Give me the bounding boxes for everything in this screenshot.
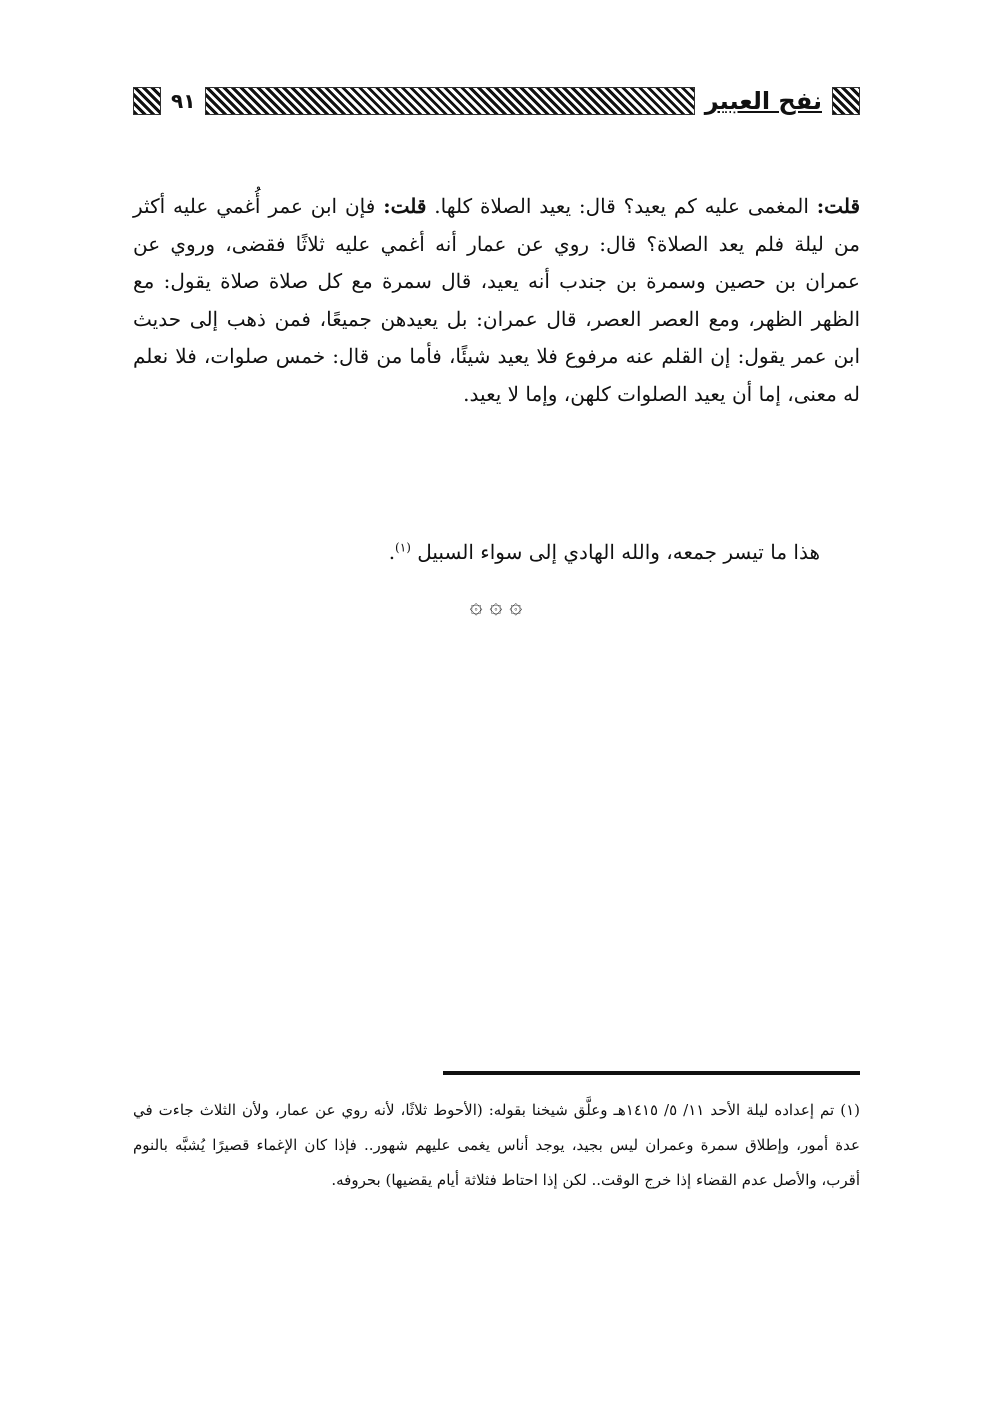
book-title: نفح العبير bbox=[704, 87, 822, 115]
paragraph-text: المغمى عليه كم يعيد؟ قال: يعيد الصلاة كلها. bbox=[426, 194, 817, 218]
page-number: ٩١ bbox=[171, 89, 196, 113]
ornament-band bbox=[205, 87, 694, 115]
ornament-icon bbox=[133, 87, 161, 115]
separator-stars-icon: ۞ ۞ ۞ bbox=[469, 594, 523, 619]
closing-line bbox=[389, 540, 820, 564]
closing-text: هذا ما تيسر جمعه، والله الهادي إلى سواء السبيل bbox=[417, 540, 820, 564]
footnote-ref: (١) bbox=[395, 540, 411, 555]
page-header bbox=[133, 84, 860, 118]
question-label: قلت: bbox=[383, 194, 427, 218]
footnote: (١) تم إعداده ليلة الأحد ١١/ ٥/ ١٤١٥هـ وعلَّق شيخنا بقوله: (الأحوط ثلاثًا، لأنه روي عن عمار، ولأن الثلاث جاءت في عدة أمور، وإطلاق سمرة وعمران ليس بجيد، يوجد أناس يغمى عليهم شهور.. فإذا كان الإغماء قصيرًا يُشبَّه بالنوم أقرب، والأصل عدم القضاء إذا خرج الوقت.. لكن إذا احتاط فثلاثة أيام يقضيها) بحروفه. bbox=[133, 1101, 860, 1189]
paragraph-text: فإن ابن عمر أُغمي عليه أكثر من ليلة فلم يعد الصلاة؟ قال: روي عن عمار أنه أغمي عليه ثلاثًا فقضى، وروي عن عمران بن حصين وسمرة بن جندب أنه يعيد، قال سمرة مع كل صلاة صلاة يقول: مع الظهر الظهر، ومع العصر العصر، قال عمران: بل يعيدهن جميعًا، فمن ذهب إلى حديث ابن عمر يقول: إن القلم عنه مرفوع فلا يعيد شيئًا، فأما من قال: خمس صلوات، فلا نعلم له معنى، إما أن يعيد الصلوات كلهن، وإما لا يعيد. bbox=[133, 194, 860, 406]
ornament-icon bbox=[832, 87, 860, 115]
body-text bbox=[133, 188, 860, 413]
closing-period: . bbox=[388, 540, 396, 564]
question-label: قلت: bbox=[816, 194, 860, 218]
footnote-divider bbox=[443, 1071, 860, 1075]
